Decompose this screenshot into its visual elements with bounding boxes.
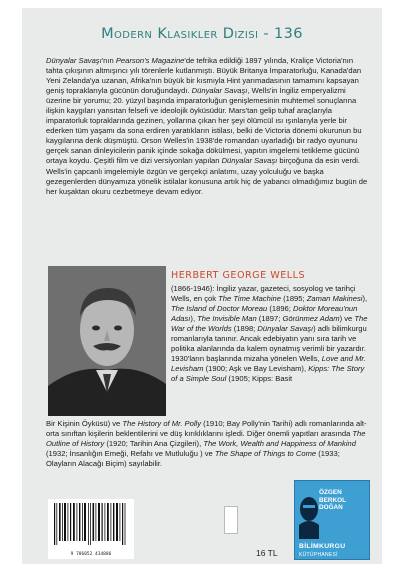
bio-text: (1896; [267, 304, 294, 314]
back-cover-blurb [46, 56, 369, 197]
book-title-italic: Dünyalar Savaşı [191, 86, 248, 96]
work-title-italic: The Invisible Man [197, 314, 257, 324]
bio-text: (1897; [256, 314, 283, 324]
series-name-line: ÖZGEN [319, 489, 342, 496]
author-bio-column [171, 284, 371, 384]
work-title-italic: The Work, Wealth and Happiness of Mankind [203, 439, 356, 449]
isbn-barcode [48, 499, 134, 559]
publisher-logo-box [294, 480, 370, 560]
work-title-italic: Love and Mr. Levisham [171, 354, 366, 374]
series-name-line: DOĞAN [319, 504, 343, 511]
author-bio-continued [46, 419, 369, 469]
work-title-italic: The War of the Worlds [171, 314, 368, 334]
author-portrait [48, 266, 166, 416]
bio-text: (1920; Tarihin Ana Çizgileri), [104, 439, 204, 449]
publisher-sublabel: KÜTÜPHANESİ [299, 552, 338, 558]
portrait-illustration [48, 266, 166, 416]
book-title-italic: Dünyalar Savaşı [221, 156, 278, 166]
series-name-line: BERKOL [319, 496, 346, 504]
barcode-icon [48, 499, 134, 549]
back-cover [22, 8, 382, 564]
blurb-text: 'nın [101, 56, 116, 65]
book-title-italic: Dünyalar Savaşı [46, 56, 102, 65]
series-title: Modern Klasikler Dizisi - 136 [101, 26, 303, 42]
author-name: HERBERT GEORGE WELLS [171, 270, 306, 281]
bio-text: (1905; Kipps: Basit [226, 374, 293, 384]
blurb-text: , Wells'in İngiliz emperyalizmi üzerine bir yorumu; 20. yüzyıl başında imparatorluğun genişlemesinin muhtemel sonuçlarına ilişkin kaygıları yansıtan felsefi ve ideolojik öyküsüdür. Mars'tan gelip tuhaf araçlarıyla imparatorluk topraklarında gezinen, yollarına çıkan her şeyi ölümcül ısı ışınlarıyla yerle bir ederken tüm yaşamı da sona erdiren yaratıkların istilası, belki de Victoria dönemi okurunun bu kaygılarına denk düşmüştü. Orson Welles'in 1938'de romandan uyarladığı bir radyo oyununu gerçek sanan dinleyicilerin panik içinde sokağa dökülmesi, yapıtın imgelemi tetikleme gücünü ortaya koydu. Çeşitli film ve dizi versiyonları yapılan [46, 86, 362, 166]
publisher-logo [294, 480, 370, 560]
work-title-italic: The Outline of History [46, 429, 366, 449]
work-title-italic: Doktor Moreau'nun Adası [171, 304, 358, 324]
work-title-italic: Zaman Makinesi [306, 294, 363, 304]
work-title-italic: Dünyalar Savaşı [257, 324, 314, 334]
bio-text: (1895; [280, 294, 307, 304]
bio-text: ), [362, 294, 368, 304]
bio-text: (1900; Aşk ve Bay Levisham), [203, 364, 309, 374]
blurb-text: birçoğuna da esin verdi. Wells'in çapcanlı imgelemiyle özgün ve gerçekçi anlatımı, uzay yolculuğu ve başka gezegenlerden dünyamıza yönelik istilalar konusuna artık hiç de yabancı olmadığımız bugün de her kuşaktan okuru cezbetmeye devam ediyor. [46, 156, 368, 196]
isbn-number: 9 786052 434886 [70, 552, 112, 557]
bio-text: (1898; [231, 324, 258, 334]
publisher-series-name [319, 489, 369, 512]
publisher-label: BİLİMKURGU [299, 543, 346, 550]
bio-text: (1866-1946): İngiliz yazar, gazeteci, sosyolog ve tarihçi Wells, en çok [171, 284, 356, 304]
price-label: 16 TL [256, 548, 278, 558]
work-title-italic: The Shape of Things to Come [214, 449, 317, 459]
bio-text: ) adlı bilimkurgu romanlarıyla tanınır. Ancak edebiyatın yanı sıra tarih ve politika alanlarında da kalem oynatmış verimli bir yazardır. 1930'ların başlarında mizaha yönelen Wells, [171, 324, 367, 364]
work-title-italic: The History of Mr. Polly [122, 419, 202, 428]
work-title-italic: Görünmez Adam [282, 314, 340, 324]
bio-text: Bir Kişinin Öyküsü) ve [46, 419, 123, 428]
banderol-sticker [224, 506, 238, 534]
bio-text: (1932; İnsanlığın Emeği, Refahı ve Mutluluğu ) ve [46, 449, 215, 459]
work-title-italic: The Island of Doctor Moreau [171, 304, 268, 314]
bio-text: (1910; Bay Polly'nin Tarihi) adlı romanlarında alt-orta sınıftan kişilerin beklentilerini ve düş kırıklıklarını işledi. Diğer önemli yapıtları arasında [46, 419, 367, 439]
bio-text: ), [190, 314, 198, 324]
blurb-text: 'de tefrika edildiği 1897 yılında, Kraliçe Victoria'nın tahta çıkışının altmışıncı yılı törenlerle kutlanmıştı. Büyük Britanya İmparatorluğu, Kanada'dan Yeni Zelanda'ya uzanan, Afrika'nın büyük bir kısmıyla Hint yarımadasının tamamını kapsayan geniş topraklarıyla gücünün doruğundaydı. [46, 56, 362, 96]
magazine-title-italic: Pearson's Magazine [115, 56, 185, 65]
work-title-italic: Kipps: The Story of a Simple Soul [171, 364, 365, 384]
work-title-italic: The Time Machine [218, 294, 281, 304]
bio-text: (1933; Olayların Alacağı Biçim) sayılabilir. [46, 449, 340, 469]
bio-text: ) ve [339, 314, 355, 324]
